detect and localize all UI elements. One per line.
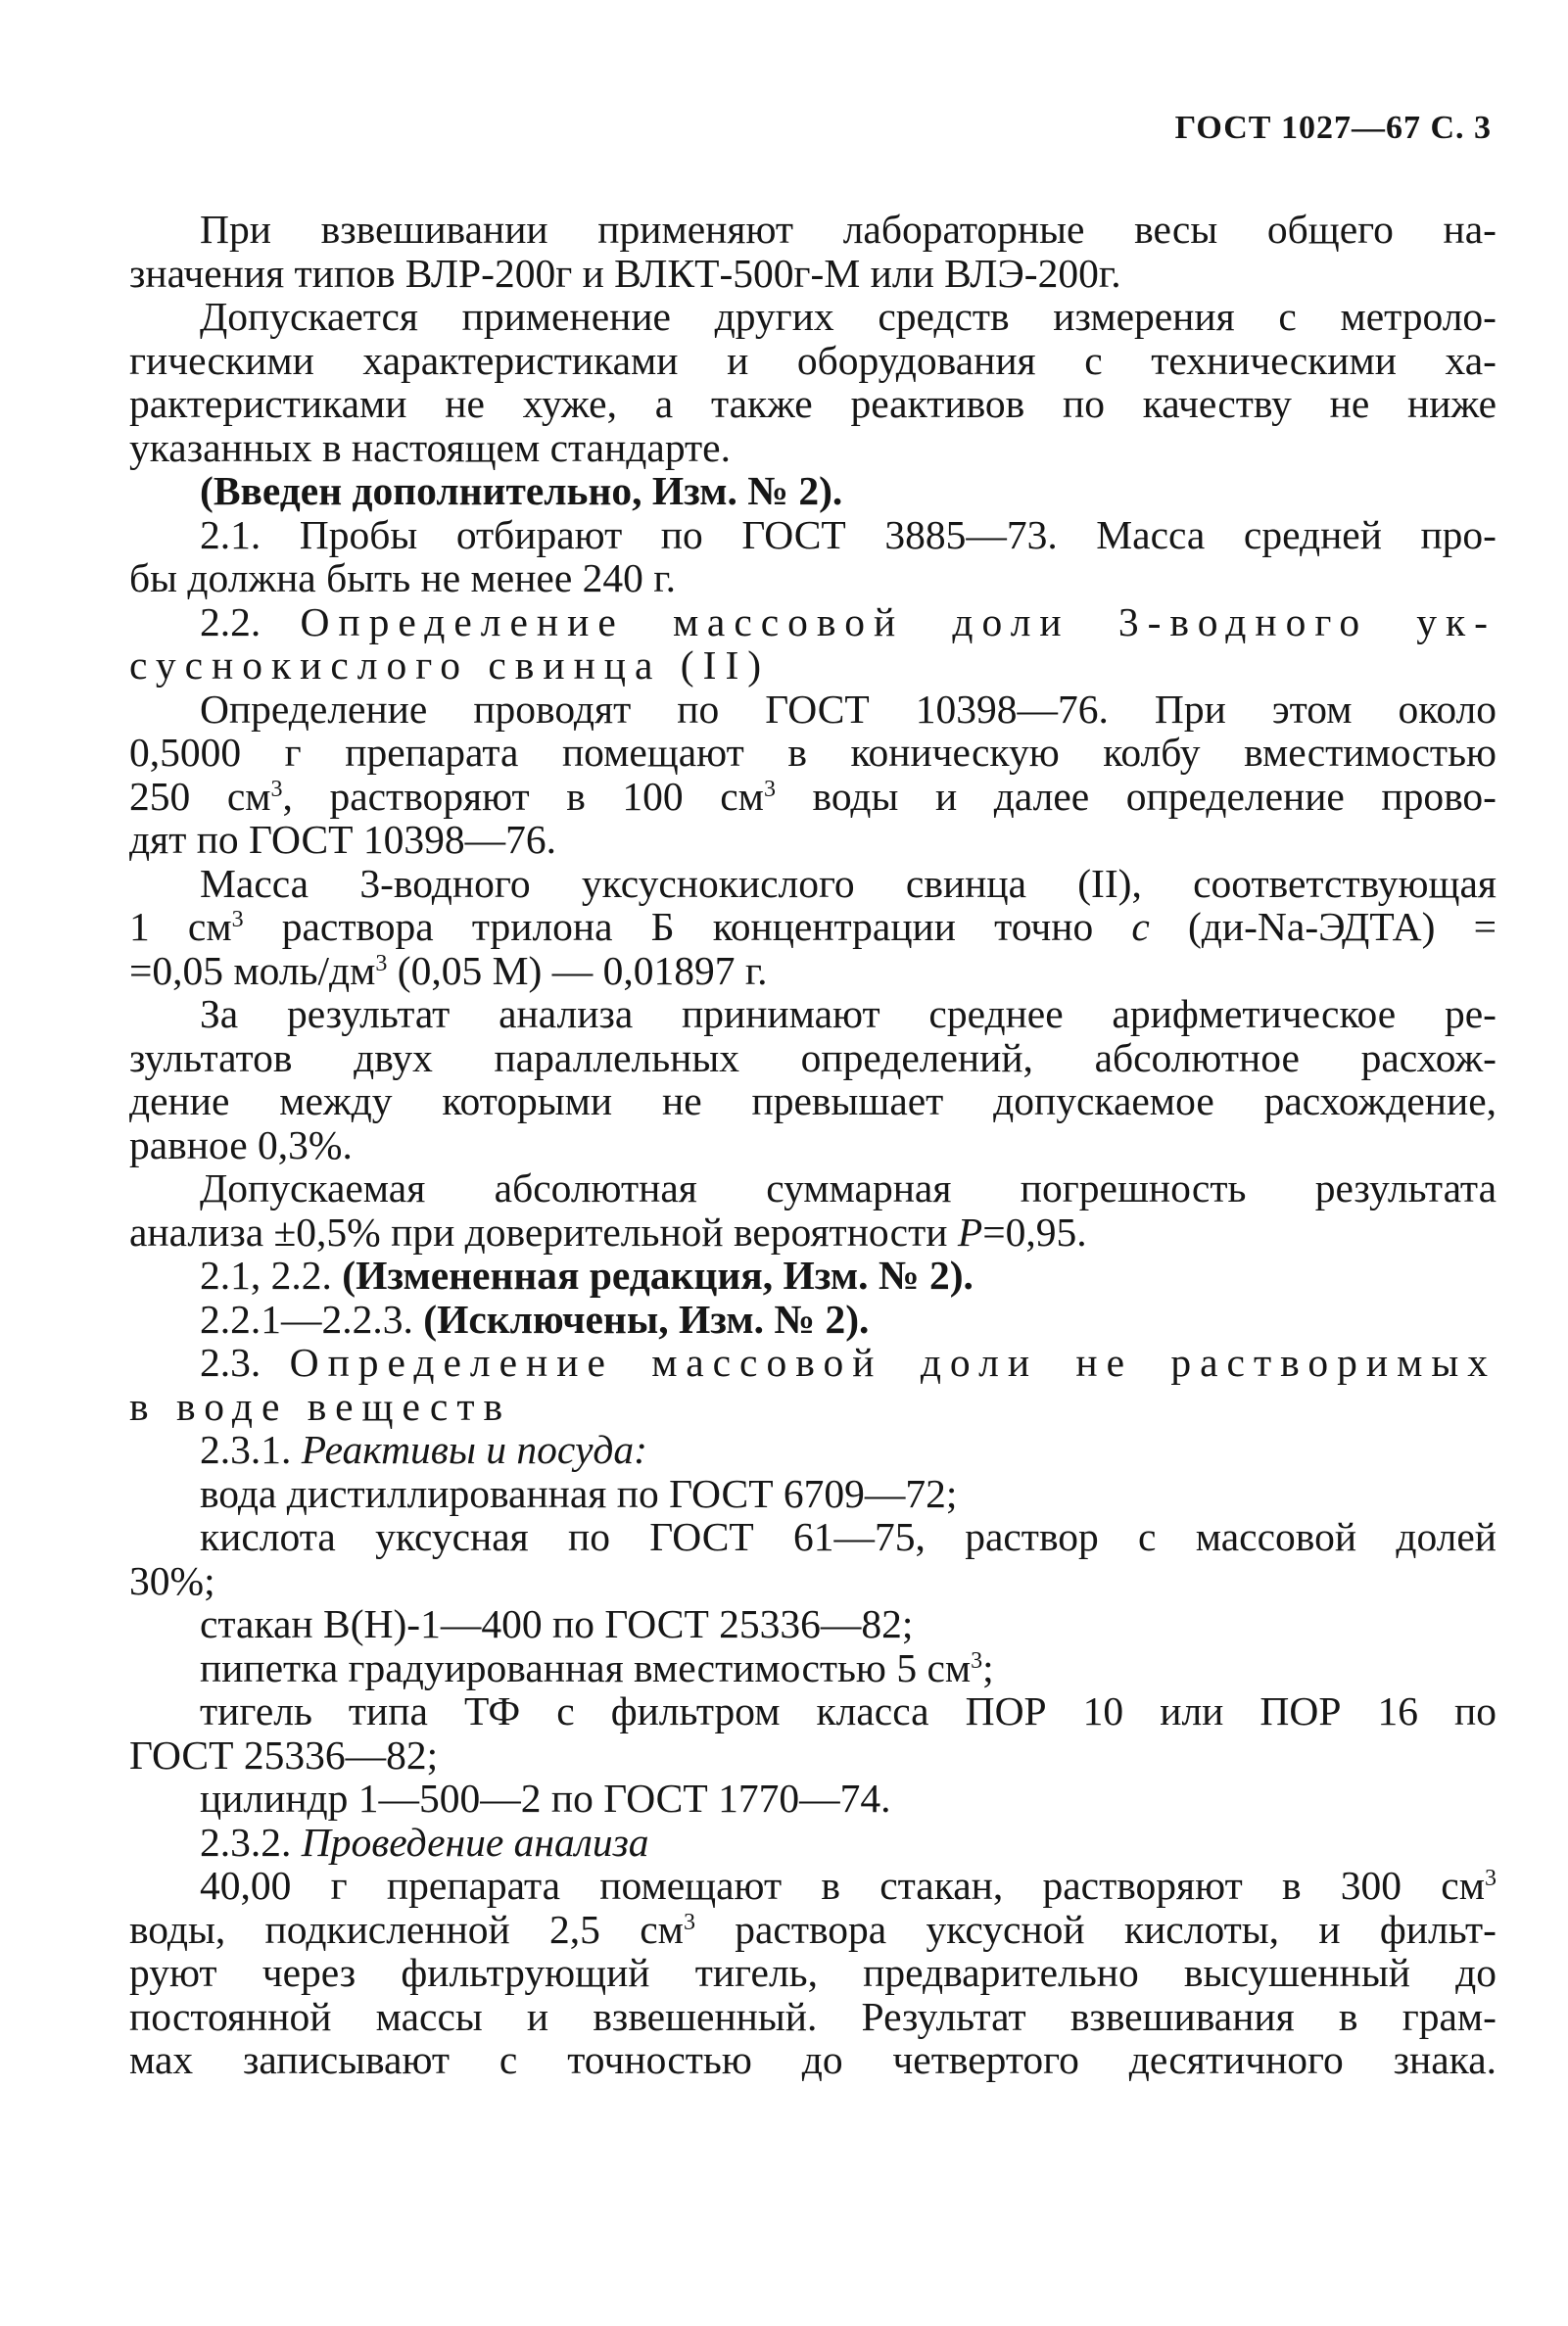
list-item-cont: ГОСТ 25336—82; bbox=[129, 1732, 439, 1778]
italic-symbol: c bbox=[1131, 904, 1150, 949]
text-run: пипетка градуированная вместимостью 5 см bbox=[200, 1644, 972, 1690]
section-number: 2.3.1. bbox=[200, 1427, 302, 1472]
list-item bbox=[129, 1646, 1497, 1690]
text-run: 250 см bbox=[129, 773, 271, 819]
section-title: Определение массовой доли не растворимых bbox=[289, 1340, 1497, 1385]
superscript: 3 bbox=[270, 776, 283, 802]
superscript: 3 bbox=[683, 1909, 695, 1935]
document-body bbox=[129, 208, 1497, 2082]
list-item: кислота уксусная по ГОСТ 61—75, раствор с массовой долей bbox=[200, 1514, 1497, 1559]
paragraph-line: дят по ГОСТ 10398—76. bbox=[129, 817, 557, 862]
paragraph-line bbox=[129, 1210, 1497, 1255]
paragraph-line: Определение проводят по ГОСТ 10398—76. При этом около bbox=[200, 686, 1497, 732]
paragraph-line: руют через фильтрующий тигель, предварительно высушенный до bbox=[129, 1950, 1497, 1995]
section-number: 2.3. bbox=[200, 1340, 261, 1385]
text-run: (ди-Na-ЭДТА) = bbox=[1149, 904, 1497, 949]
paragraph-line: рактеристиками не хуже, а также реактивов по качеству не ниже bbox=[129, 381, 1497, 426]
paragraph-line: бы должна быть не менее 240 г. bbox=[129, 555, 676, 600]
superscript: 3 bbox=[375, 950, 388, 976]
subsection-heading bbox=[129, 1428, 1497, 1472]
paragraph-line: Масса 3-водного уксуснокислого свинца (II), соответствующая bbox=[200, 860, 1497, 906]
text-run: 2.1, 2.2. bbox=[200, 1253, 343, 1298]
text-run: =0,05 моль/дм bbox=[129, 947, 376, 993]
section-number: 2.2. bbox=[200, 598, 261, 644]
paragraph-line: 2.1. Пробы отбирают по ГОСТ 3885—73. Масса средней про- bbox=[200, 511, 1497, 557]
bold-run: (Исключены, Изм. № 2). bbox=[423, 1296, 870, 1342]
paragraph-line bbox=[129, 1908, 1497, 1952]
paragraph-line: гическими характеристиками и оборудования с техническими ха- bbox=[129, 337, 1497, 383]
superscript: 3 bbox=[971, 1647, 983, 1674]
text-run: , растворяют в 100 см bbox=[282, 773, 764, 819]
subsection-heading bbox=[129, 1821, 1497, 1865]
list-item: вода дистиллированная по ГОСТ 6709—72; bbox=[200, 1470, 958, 1516]
superscript: 3 bbox=[763, 776, 776, 802]
text-run: 2.2.1—2.2.3. bbox=[200, 1296, 424, 1342]
text-run: 40,00 г препарата помещают в стакан, растворяют в 300 см bbox=[200, 1863, 1485, 1908]
paragraph-line: Допускаемая абсолютная суммарная погрешность результата bbox=[200, 1165, 1497, 1210]
section-heading-line bbox=[129, 600, 1497, 644]
amendment-note bbox=[129, 1298, 1497, 1342]
text-run: ; bbox=[982, 1644, 994, 1690]
paragraph-line: При взвешивании применяют лабораторные весы общего на- bbox=[200, 207, 1497, 252]
paragraph-line: 0,5000 г препарата помещают в коническую колбу вместимостью bbox=[129, 730, 1497, 775]
text-run: анализа ±0,5% при доверительной вероятности bbox=[129, 1209, 958, 1255]
paragraph-line bbox=[129, 1864, 1497, 1908]
superscript: 3 bbox=[231, 907, 244, 932]
section-title-cont: суснокислого свинца (II) bbox=[129, 642, 771, 688]
text-run: раствора трилона Б концентрации точно bbox=[243, 904, 1132, 949]
text-run: воды и далее определение прово- bbox=[775, 773, 1497, 819]
text-run: воды, подкисленной 2,5 см bbox=[129, 1906, 684, 1952]
bold-run: (Измененная редакция, Изм. № 2). bbox=[342, 1253, 974, 1298]
section-heading-line bbox=[129, 1341, 1497, 1385]
list-item-cont: 30%; bbox=[129, 1557, 215, 1603]
subsection-title: Проведение анализа bbox=[301, 1819, 649, 1865]
subsection-title: Реактивы и посуда: bbox=[301, 1427, 647, 1472]
paragraph-line bbox=[129, 949, 1497, 993]
section-title: Определение массовой доли 3-водного ук- bbox=[300, 598, 1497, 644]
list-item: тигель типа ТФ с фильтром класса ПОР 10 или ПОР 16 по bbox=[200, 1688, 1497, 1733]
text-run: (0,05 М) — 0,01897 г. bbox=[387, 947, 768, 993]
paragraph-line: За результат анализа принимают среднее арифметическое ре- bbox=[200, 991, 1497, 1036]
paragraph-line bbox=[129, 905, 1497, 949]
paragraph-line: значения типов ВЛР-200г и ВЛКТ-500г-М или ВЛЭ-200г. bbox=[129, 250, 1121, 296]
list-item: цилиндр 1—500—2 по ГОСТ 1770—74. bbox=[200, 1776, 891, 1821]
amendment-note: (Введен дополнительно, Изм. № 2). bbox=[200, 468, 843, 513]
amendment-note bbox=[129, 1254, 1497, 1298]
text-run: раствора уксусной кислоты, и фильт- bbox=[694, 1906, 1497, 1952]
paragraph-line: указанных в настоящем стандарте. bbox=[129, 424, 731, 470]
text-run: 1 см bbox=[129, 904, 232, 949]
section-number: 2.3.2. bbox=[200, 1819, 302, 1865]
paragraph-line: зультатов двух параллельных определений, абсолютное расхож- bbox=[129, 1034, 1497, 1080]
paragraph-line: мах записывают с точностью до четвертого десятичного знака. bbox=[129, 2037, 1497, 2082]
text-run: =0,95. bbox=[982, 1209, 1087, 1255]
list-item: стакан В(Н)-1—400 по ГОСТ 25336—82; bbox=[200, 1601, 914, 1646]
page-header: ГОСТ 1027—67 С. 3 bbox=[1174, 110, 1492, 146]
paragraph-line: равное 0,3%. bbox=[129, 1121, 353, 1167]
paragraph-line bbox=[129, 775, 1497, 819]
superscript: 3 bbox=[1485, 1866, 1497, 1891]
paragraph-line: постоянной массы и взвешенный. Результат взвешивания в грам- bbox=[129, 1993, 1497, 2039]
section-title-cont: в воде веществ bbox=[129, 1383, 512, 1429]
italic-symbol: P bbox=[957, 1209, 983, 1255]
paragraph-line: дение между которыми не превышает допускаемое расхождение, bbox=[129, 1078, 1497, 1123]
paragraph-line: Допускается применение других средств измерения с метроло- bbox=[200, 294, 1497, 339]
